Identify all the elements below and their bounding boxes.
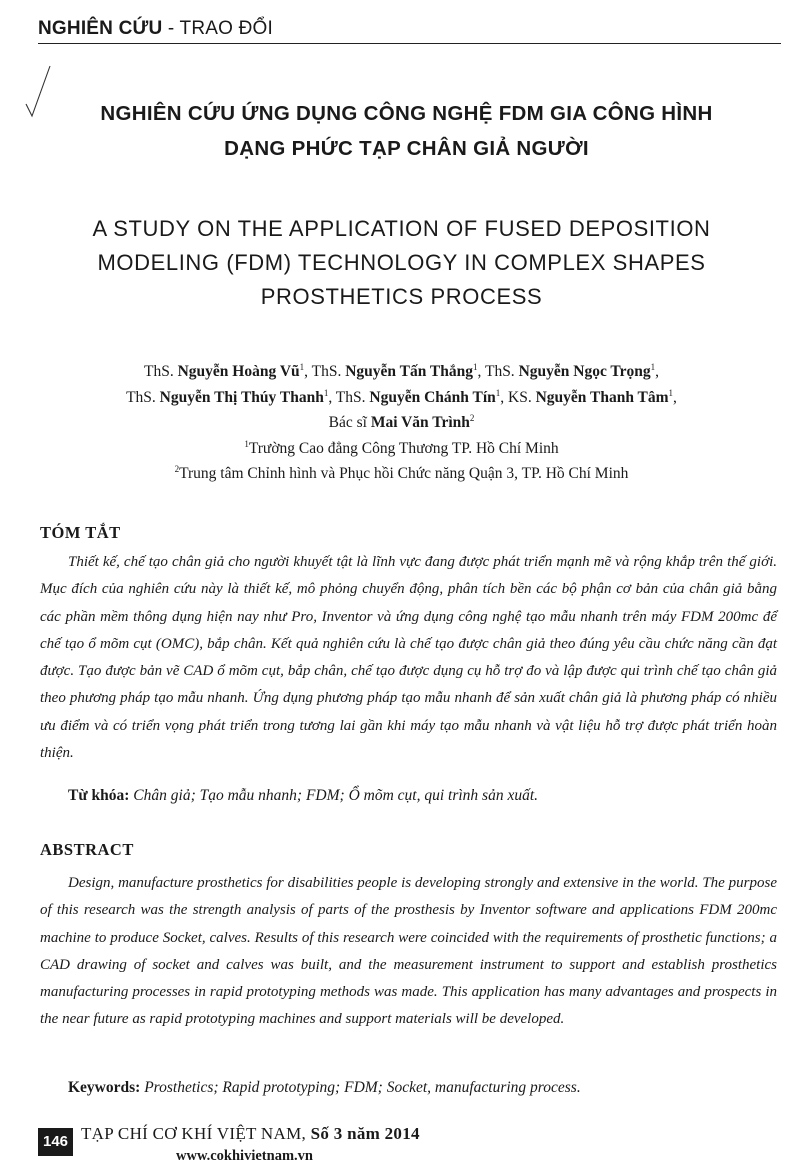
- author-separator: ,: [655, 363, 659, 380]
- author-name: Nguyễn Thị Thúy Thanh: [159, 388, 324, 406]
- keywords-value: Prosthetics; Rapid prototyping; FDM; Socket, manufacturing process.: [144, 1079, 581, 1096]
- affiliation-marker: 2: [469, 412, 475, 423]
- header-rule: [38, 43, 781, 44]
- author-block: [40, 359, 763, 487]
- author-line-3: [40, 410, 763, 436]
- title-english-line-2: MODELING (FDM) TECHNOLOGY IN COMPLEX SHAPES: [97, 250, 706, 275]
- title-english-line-3: PROSTHETICS PROCESS: [260, 284, 543, 309]
- abstract-text-en: Design, manufacture prosthetics for disabilities people is developing strongly and extensive in the world. The purpose of this research was the strength analysis of parts of the prosthesis by Inventor software and applications FDM 200mc machine to produce Socket, calves. Results of this research were coincided with the requirements of prosthetic functions; a CAD drawing of socket and calves was built, and the measurement instrument to support and establish prosthetics manufacturing processes in rapid prototyping methods was made. This application has many advantages and prospects in the near future as rapid prototyping machines and support materials will be developed.: [40, 875, 777, 1028]
- affiliation-marker: 1: [473, 361, 478, 372]
- journal-name: [81, 1124, 420, 1144]
- keywords-label: Keywords:: [68, 1079, 145, 1096]
- summary-text-vi: Thiết kế, chế tạo chân giả cho người khuyết tật là lĩnh vực đang được phát triển mạnh mẽ và rộng khắp trên thế giới. Mục đích của nghiên cứu này là thiết kế, mô phỏng chuyển động, phân tích bền các bộ phận cơ bản của chân giả bằng các phần mềm thông dụng hiện nay như Pro, Inventor và ứng dụng công nghệ tạo mẫu nhanh trên máy FDM 200mc để chế tạo ổ mõm cụt (OMC), bắp chân. Kết quả nghiên cứu là chế tạo được chân giả theo đúng yêu cầu chức năng cần đạt được. Tạo được bản vẽ CAD ổ mõm cụt, bắp chân, chế tạo được dụng cụ hỗ trợ đo và lập được qui trình chế tạo chân giả theo phương pháp tạo mẫu nhanh. Ứng dụng phương pháp tạo mẫu nhanh để sản xuất chân giả là phương pháp có nhiều ưu điểm và có triển vọng phát triển trong tương lai gần khi máy tạo mẫu nhanh và vật liệu hỗ trợ được phát triển hoàn thiện.: [40, 554, 777, 762]
- author-degree: , KS.: [500, 388, 536, 406]
- summary-heading-vi: TÓM TẮT: [40, 523, 121, 542]
- author-name: Nguyễn Chánh Tín: [369, 388, 496, 406]
- author-name: Mai Văn Trình: [370, 414, 470, 431]
- affiliation-1: [40, 436, 763, 462]
- affiliation-marker: 2: [174, 463, 180, 474]
- affiliation-marker: 1: [244, 438, 249, 449]
- journal-title: TẠP CHÍ CƠ KHÍ VIỆT NAM,: [81, 1124, 311, 1143]
- keywords-label: Từ khóa:: [68, 787, 134, 804]
- journal-issue: Số 3 năm 2014: [310, 1124, 420, 1143]
- keywords-en: [68, 1079, 777, 1097]
- affiliation-2: [40, 461, 763, 487]
- affiliation-text: Trung tâm Chỉnh hình và Phục hồi Chức năng Quận 3, TP. Hồ Chí Minh: [179, 465, 629, 482]
- affiliation-marker: 1: [299, 361, 305, 372]
- journal-url: www.cokhivietnam.vn: [176, 1148, 313, 1164]
- author-degree: , ThS.: [328, 388, 370, 406]
- affiliation-marker: 1: [668, 387, 674, 398]
- author-degree: ThS.: [126, 388, 160, 406]
- author-degree: , ThS.: [304, 363, 346, 380]
- author-degree: Bác sĩ: [328, 414, 371, 431]
- keywords-value: Chân giả; Tạo mẫu nhanh; FDM; Ổ mõm cụt, qui trình sản xuất.: [133, 787, 538, 804]
- affiliation-text: Trường Cao đẳng Công Thương TP. Hồ Chí Minh: [248, 439, 559, 457]
- title-vietnamese: [40, 96, 773, 166]
- keywords-vi: [68, 787, 777, 805]
- author-name: Nguyễn Thanh Tâm: [535, 388, 669, 406]
- abstract-heading-en: ABSTRACT: [40, 840, 134, 859]
- section-label-bold: NGHIÊN CỨU: [38, 18, 163, 39]
- title-vietnamese-line-2: DẠNG PHỨC TẠP CHÂN GIẢ NGƯỜI: [224, 137, 589, 160]
- author-degree: ThS.: [144, 363, 178, 380]
- title-english: [40, 212, 763, 314]
- author-name: Nguyễn Tấn Thắng: [345, 363, 473, 380]
- page-header: [38, 14, 781, 44]
- affiliation-marker: 1: [495, 387, 501, 398]
- author-line-2: [40, 385, 763, 411]
- affiliation-marker: 1: [323, 387, 329, 398]
- author-separator: ,: [673, 388, 677, 406]
- affiliation-marker: 1: [650, 361, 656, 372]
- section-label: [38, 18, 273, 40]
- section-label-rest: - TRAO ĐỔI: [162, 18, 273, 39]
- author-degree: , ThS.: [477, 363, 519, 380]
- author-name: Nguyễn Hoàng Vũ: [177, 363, 300, 380]
- author-line-1: [40, 359, 763, 385]
- title-english-line-1: A STUDY ON THE APPLICATION OF FUSED DEPOSITION: [92, 216, 711, 241]
- page-number: 146: [38, 1128, 73, 1156]
- title-vietnamese-line-1: NGHIÊN CỨU ỨNG DỤNG CÔNG NGHỆ FDM GIA CÔNG HÌNH: [100, 102, 713, 125]
- author-name: Nguyễn Ngọc Trọng: [518, 363, 651, 380]
